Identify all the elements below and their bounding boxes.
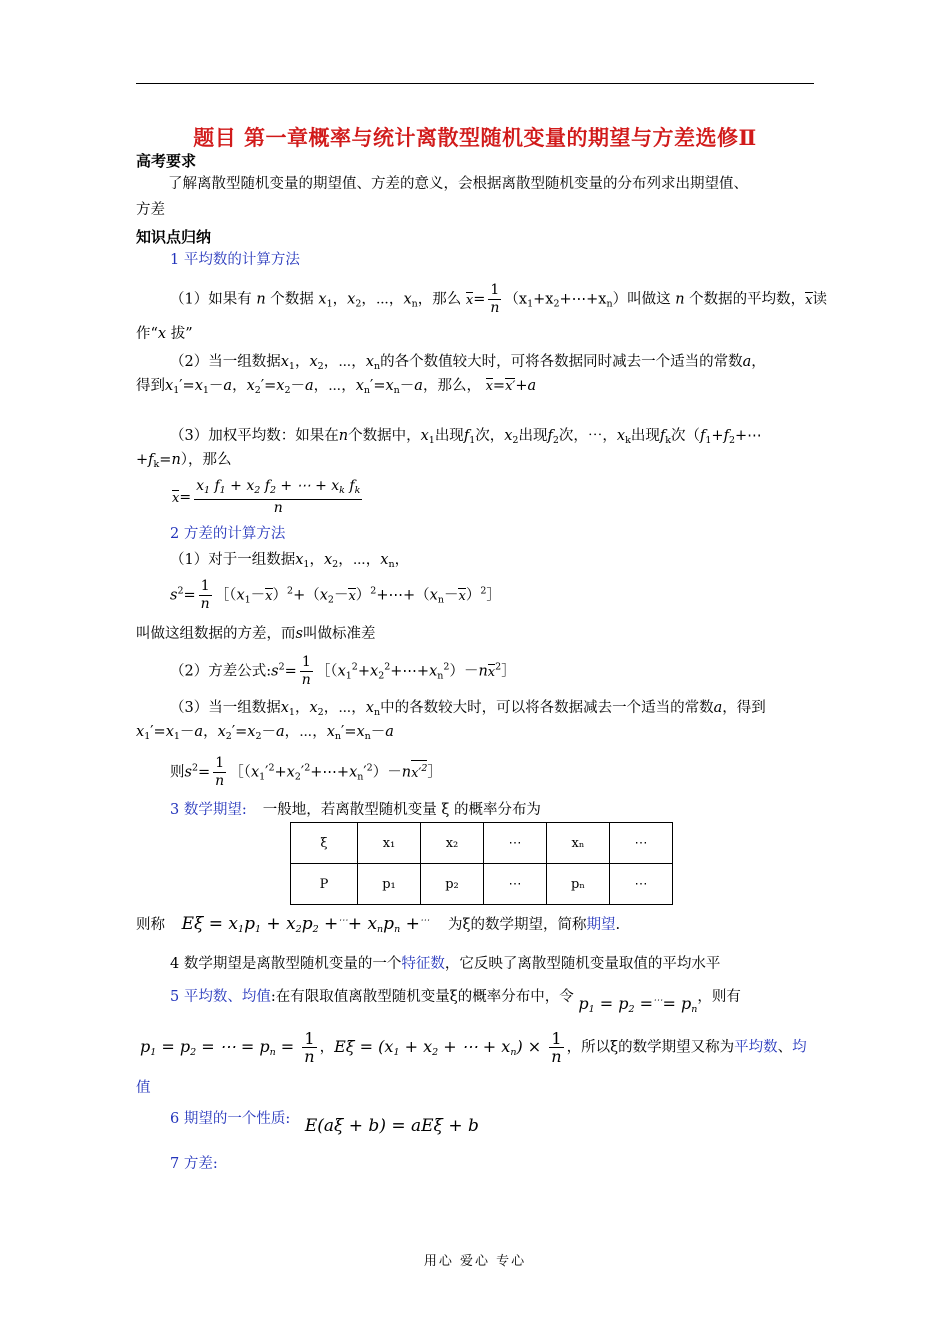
mean-line-3b: $+f_k=n$），那么: [136, 452, 232, 470]
table-cell: ⋯: [610, 823, 673, 864]
table-cell: p₂: [421, 864, 484, 905]
item-5-tail: 值: [136, 1080, 151, 1096]
probability-distribution-table: [290, 822, 673, 905]
variance-line-3b: $x_1'=x_1-a$，$x_2'=x_2-a$，⋯，$x_n'=x_n-a$: [136, 724, 394, 742]
table-row: [291, 823, 673, 864]
expectation-line: 3 数学期望: 一般地，若离散型随机变量 ξ 的概率分布为: [170, 802, 541, 818]
table-cell: ⋯: [484, 823, 547, 864]
header-rule: [136, 83, 814, 84]
table-cell: x₁: [358, 823, 421, 864]
item-6: 6 期望的一个性质: E(aξ + b) = aEξ + b: [170, 1111, 479, 1136]
mean-line-3: （3）加权平均数：如果在n个数据中，$x_1$出现$f_1$次，$x_2$出现$f_2$次，⋯，$x_k$出现$f_k$次（$f_1+f_2+\cdots$: [170, 428, 762, 446]
variance-formula-3: 则$s^2=$ $\frac{1}{n}$ $[(x_1'^2+x_2'^2+\cdots+x_n'^2)-nx'^2]$: [170, 755, 442, 789]
variance-formula-2: （2）方差公式$:s^2=$ $\frac{1}{n}$ $[(x_1^2+x_2^2+\cdots+x_n^2)-nx^2]$: [170, 654, 516, 688]
table-cell: x₂: [421, 823, 484, 864]
item-7: 7 方差:: [170, 1156, 218, 1172]
table-cell: P: [291, 864, 358, 905]
mean-title: 1 平均数的计算方法: [170, 252, 300, 268]
table-cell: ⋯: [484, 864, 547, 905]
table-row: [291, 864, 673, 905]
table-cell: ⋯: [610, 864, 673, 905]
section-heading-gaokao: 高考要求: [136, 152, 197, 170]
variance-line-3: （3）当一组数据$x_1$，$x_2$，⋯，$x_n$中的各数较大时，可以将各数据减去一个适当的常数a，得到: [170, 700, 766, 718]
table-cell: ξ: [291, 823, 358, 864]
page-title: 题目 第一章概率与统计离散型随机变量的期望与方差选修Ⅱ: [193, 125, 757, 150]
variance-line-1: （1）对于一组数据$x_1$，$x_2$，⋯，$x_n$，: [170, 552, 410, 570]
table-cell: pₙ: [547, 864, 610, 905]
weighted-mean-formula: x= $\frac{x_1 f_1 + x_2 f_2 + \cdots + x_k f_k}{n}$: [172, 478, 361, 516]
item-5-formula: $p_1 = p_2$ = ⋯ = $p_n$ = $\frac{1}{n}$ ，$E\xi = (x_1 + x_2$ + ⋯ + $x_n$) × $\frac{1}{n}$ ，所以ξ的数学期望又称为平均数、均: [140, 1029, 807, 1066]
mean-line-1: （1）如果有 n 个数据 $x_1$，$x_2$，⋯，$x_n$，那么 x= $\frac{1}{n}$ $(x_1+x_2+\cdots+x_n)$叫做这 n 个数据的平均数，x读: [170, 282, 828, 316]
item-4: 4 数学期望是离散型随机变量的一个特征数，它反映了离散型随机变量取值的平均水平: [170, 956, 721, 972]
variance-formula-1: $s^2=$ $\frac{1}{n}$ $[(x_1-x)^2+(x_2-x)^2+\cdots+(x_n-x)^2]$: [170, 578, 501, 612]
mean-line-2b: 得到$x_1'=x_1-a$，$x_2'=x_2-a$，⋯，$x_n'=x_n-a$，那么， x=x′+a: [136, 378, 537, 396]
table-cell: p₁: [358, 864, 421, 905]
variance-title: 2 方差的计算方法: [170, 526, 286, 542]
gaokao-text-line2: 方差: [136, 202, 165, 218]
table-cell: xₙ: [547, 823, 610, 864]
item-5: 5 平均数、均值:在有限取值离散型随机变量ξ的概率分布中，令 $p_1 = p_2 =^\cdots= p_n$，则有: [170, 989, 741, 1015]
expectation-definition: 则称 $E\xi = x_1p_1 + x_2p_2 +^\cdots+ x_np_n +^\cdots$ 为ξ的数学期望，简称期望.: [136, 914, 621, 935]
page-footer: 用心 爱心 专心: [423, 1254, 527, 1269]
section-heading-knowledge: 知识点归纳: [136, 228, 212, 246]
variance-note: 叫做这组数据的方差，而s叫做标准差: [136, 626, 376, 642]
gaokao-text-line1: 了解离散型随机变量的期望值、方差的意义，会根据离散型随机变量的分布列求出期望值、: [168, 176, 748, 192]
mean-line-1b: 作“x 拔”: [136, 326, 193, 342]
mean-line-2: （2）当一组数据$x_1$，$x_2$，⋯，$x_n$的各个数值较大时，可将各数据同时减去一个适当的常数a，: [170, 354, 766, 372]
